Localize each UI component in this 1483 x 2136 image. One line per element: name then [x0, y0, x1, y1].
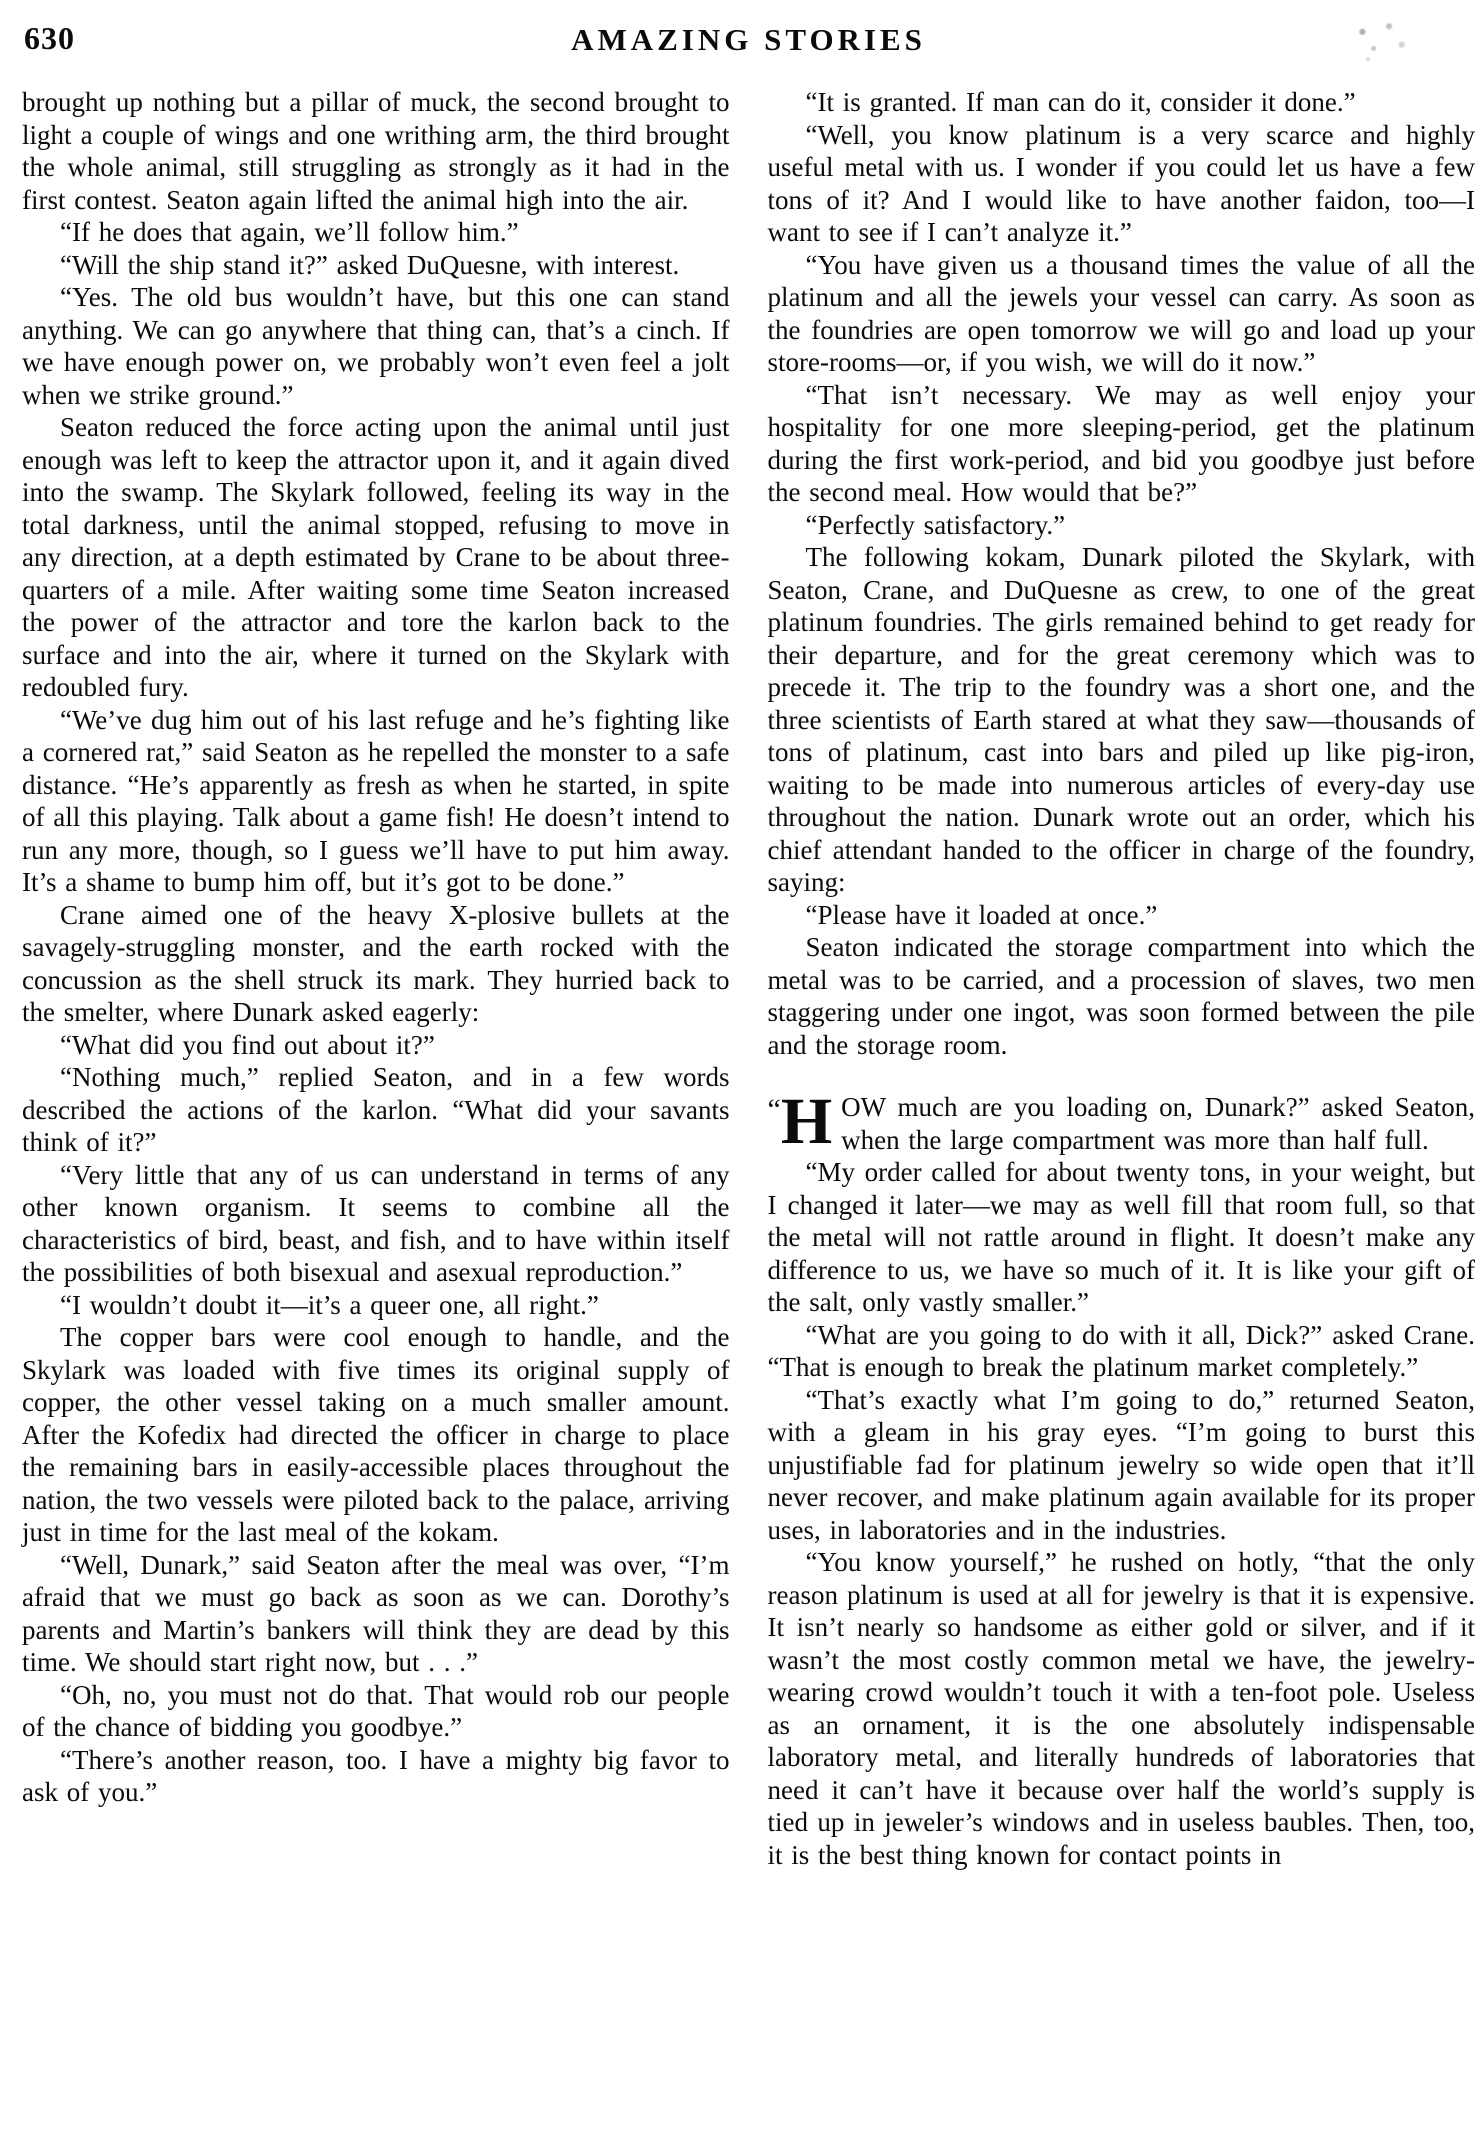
paragraph: “Will the ship stand it?” asked DuQuesne, with interest.	[60, 249, 680, 280]
paragraph: “Oh, no, you must not do that. That would rob our people of the chance of bidding you goodbye.”	[22, 1679, 730, 1742]
paragraph: “That isn’t necessary. We may as well enjoy your hospitality for one more sleeping-period, get the platinum during the first work-period, and bid you goodbye just before the second meal. How would that be?”	[767, 379, 1475, 507]
paragraph: Seaton reduced the force acting upon the animal until just enough was left to keep the attractor upon it, and it again dived into the swamp. The Skylark followed, feeling its way in the total darkness, until the animal stopped, refusing to move in any direction, at a depth estimated by Crane to be about three-quarters of a mile. After waiting some time Seaton increased the power of the attractor and tore the karlon back to the surface and into the air, where it turned on the Skylark with redoubled fury.	[22, 412, 730, 702]
paragraph: “My order called for about twenty tons, in your weight, but I changed it later—we may as well fill that room full, so that the metal will not rattle around in flight. It doesn’t make any difference to us, we have so much of it. It is like your gift of the salt, only vastly smaller.”	[767, 1157, 1475, 1317]
paragraph: “Nothing much,” replied Seaton, and in a few words described the actions of the karlon. “What did your savants think of it?”	[22, 1062, 730, 1157]
paragraph: The copper bars were cool enough to handle, and the Skylark was loaded with five times its original supply of copper, the other vessel taking on a much smaller amount. After the Kofedix had directed the officer in charge to place the remaining bars in easily-accessible places throughout the nation, the two vessels were piloted back to the palace, arriving just in time for the last meal of the kokam.	[22, 1322, 730, 1547]
drop-cap: “H	[767, 1085, 833, 1158]
paragraph: “You have given us a thousand times the value of all the platinum and all the jewels your vessel can carry. As soon as the foundries are open tomorrow we will go and load up your store-rooms—or, if you wish, we will do it now.”	[767, 249, 1475, 377]
paragraph-with-dropcap	[767, 1085, 1476, 1158]
paragraph: Seaton indicated the storage compartment into which the metal was to be carried, and a procession of slaves, two men staggering under one ingot, was soon formed between the pile and the storage room.	[767, 932, 1475, 1060]
right-column	[768, 86, 1476, 1871]
paragraph: “Very little that any of us can understand in terms of any other known organism. It seems to combine all the characteristics of bird, beast, and fish, and to have within itself the possibilities of both bisexual and asexual reproduction.”	[22, 1159, 730, 1287]
paragraph: “Please have it loaded at once.”	[805, 899, 1158, 930]
paragraph: “It is granted. If man can do it, consider it done.”	[805, 87, 1356, 117]
paragraph: “What are you going to do with it all, Dick?” asked Crane. “That is enough to break the platinum market completely.”	[767, 1319, 1475, 1382]
left-column	[22, 86, 730, 1871]
paragraph: “Perfectly satisfactory.”	[805, 509, 1066, 540]
page-number: 630	[24, 20, 75, 56]
paragraph: Crane aimed one of the heavy X-plosive bullets at the savagely-struggling monster, and the earth rocked with the concussion as the shell struck its mark. They hurried back to the smelter, where Dunark asked eagerly:	[22, 899, 730, 1027]
page-header	[22, 12, 1475, 86]
paragraph: brought up nothing but a pillar of muck, the second brought to light a couple of wings and one writhing arm, the third brought the whole animal, still struggling as strongly as it had in the first contest. Seaton again lifted the animal high into the air.	[22, 87, 730, 215]
paragraph: The following kokam, Dunark piloted the Skylark, with Seaton, Crane, and DuQuesne as crew, to one of the great platinum foundries. The girls remained behind to get ready for their departure, and for the great ceremony which was to precede it. The trip to the foundry was a short one, and the three scientists of Earth stared at what they saw—thousands of tons of platinum, cast into bars and piled up like pig-iron, waiting to be made into numerous articles of every-day use throughout the nation. Dunark wrote out an order, which his chief attendant handed to the officer in charge of the foundry, saying:	[767, 542, 1475, 897]
paragraph: “Well, you know platinum is a very scarce and highly useful metal with us. I wonder if you could let us have a few tons of it? And I would like to have another faidon, too—I want to see if I can’t analyze it.”	[767, 119, 1475, 247]
paragraph-text: OW much are you loading on, Dunark?” asked Seaton, when the large compartment was more than half full.	[841, 1092, 1475, 1155]
scan-smudge-artifact	[1347, 18, 1417, 64]
paragraph: “We’ve dug him out of his last refuge and he’s fighting like a cornered rat,” said Seaton as he repelled the monster to a safe distance. “He’s apparently as fresh as when he started, in spite of all this playing. Talk about a game fish! He doesn’t intend to run any more, though, so I guess we’ll have to put him away. It’s a shame to bump him off, but it’s got to be done.”	[22, 704, 730, 897]
paragraph: “You know yourself,” he rushed on hotly, “that the only reason platinum is used at all for jewelry is that it is expensive. It isn’t nearly so handsome as either gold or silver, and if it wasn’t the most costly common metal we have, the jewelry-wearing crowd wouldn’t touch it with a ten-foot pole. Useless as an ornament, it is the one absolutely indispensable laboratory metal, and literally hundreds of laboratories that need it can’t have it because over half the world’s supply is tied up in jeweler’s windows and in useless baubles. Then, too, it is the best thing known for contact points in	[767, 1547, 1475, 1870]
paragraph: “Yes. The old bus wouldn’t have, but this one can stand anything. We can go anywhere that thing can, that’s a cinch. If we have enough power on, we probably won’t even feel a jolt when we strike ground.”	[22, 282, 730, 410]
paragraph: “Well, Dunark,” said Seaton after the meal was over, “I’m afraid that we must go back as soon as we can. Dorothy’s parents and Martin’s bankers will think they are dead by this time. We should start right now, but . . .”	[22, 1549, 730, 1677]
paragraph: “That’s exactly what I’m going to do,” returned Seaton, with a gleam in his gray eyes. “I’m going to burst this unjustifiable fad for platinum jewelry so wide open that it’ll never recover, and make platinum again available for its proper uses, in laboratories and in the industries.	[767, 1384, 1475, 1545]
text-columns	[22, 86, 1475, 1871]
section-break	[767, 1085, 1476, 1871]
paragraph: “I wouldn’t doubt it—it’s a queer one, all right.”	[60, 1289, 599, 1320]
paragraph: “What did you find out about it?”	[60, 1029, 435, 1060]
paragraph: “If he does that again, we’ll follow him.”	[60, 217, 519, 247]
magazine-title: AMAZING STORIES	[571, 22, 926, 57]
paragraph: “There’s another reason, too. I have a mighty big favor to ask of you.”	[22, 1744, 730, 1807]
